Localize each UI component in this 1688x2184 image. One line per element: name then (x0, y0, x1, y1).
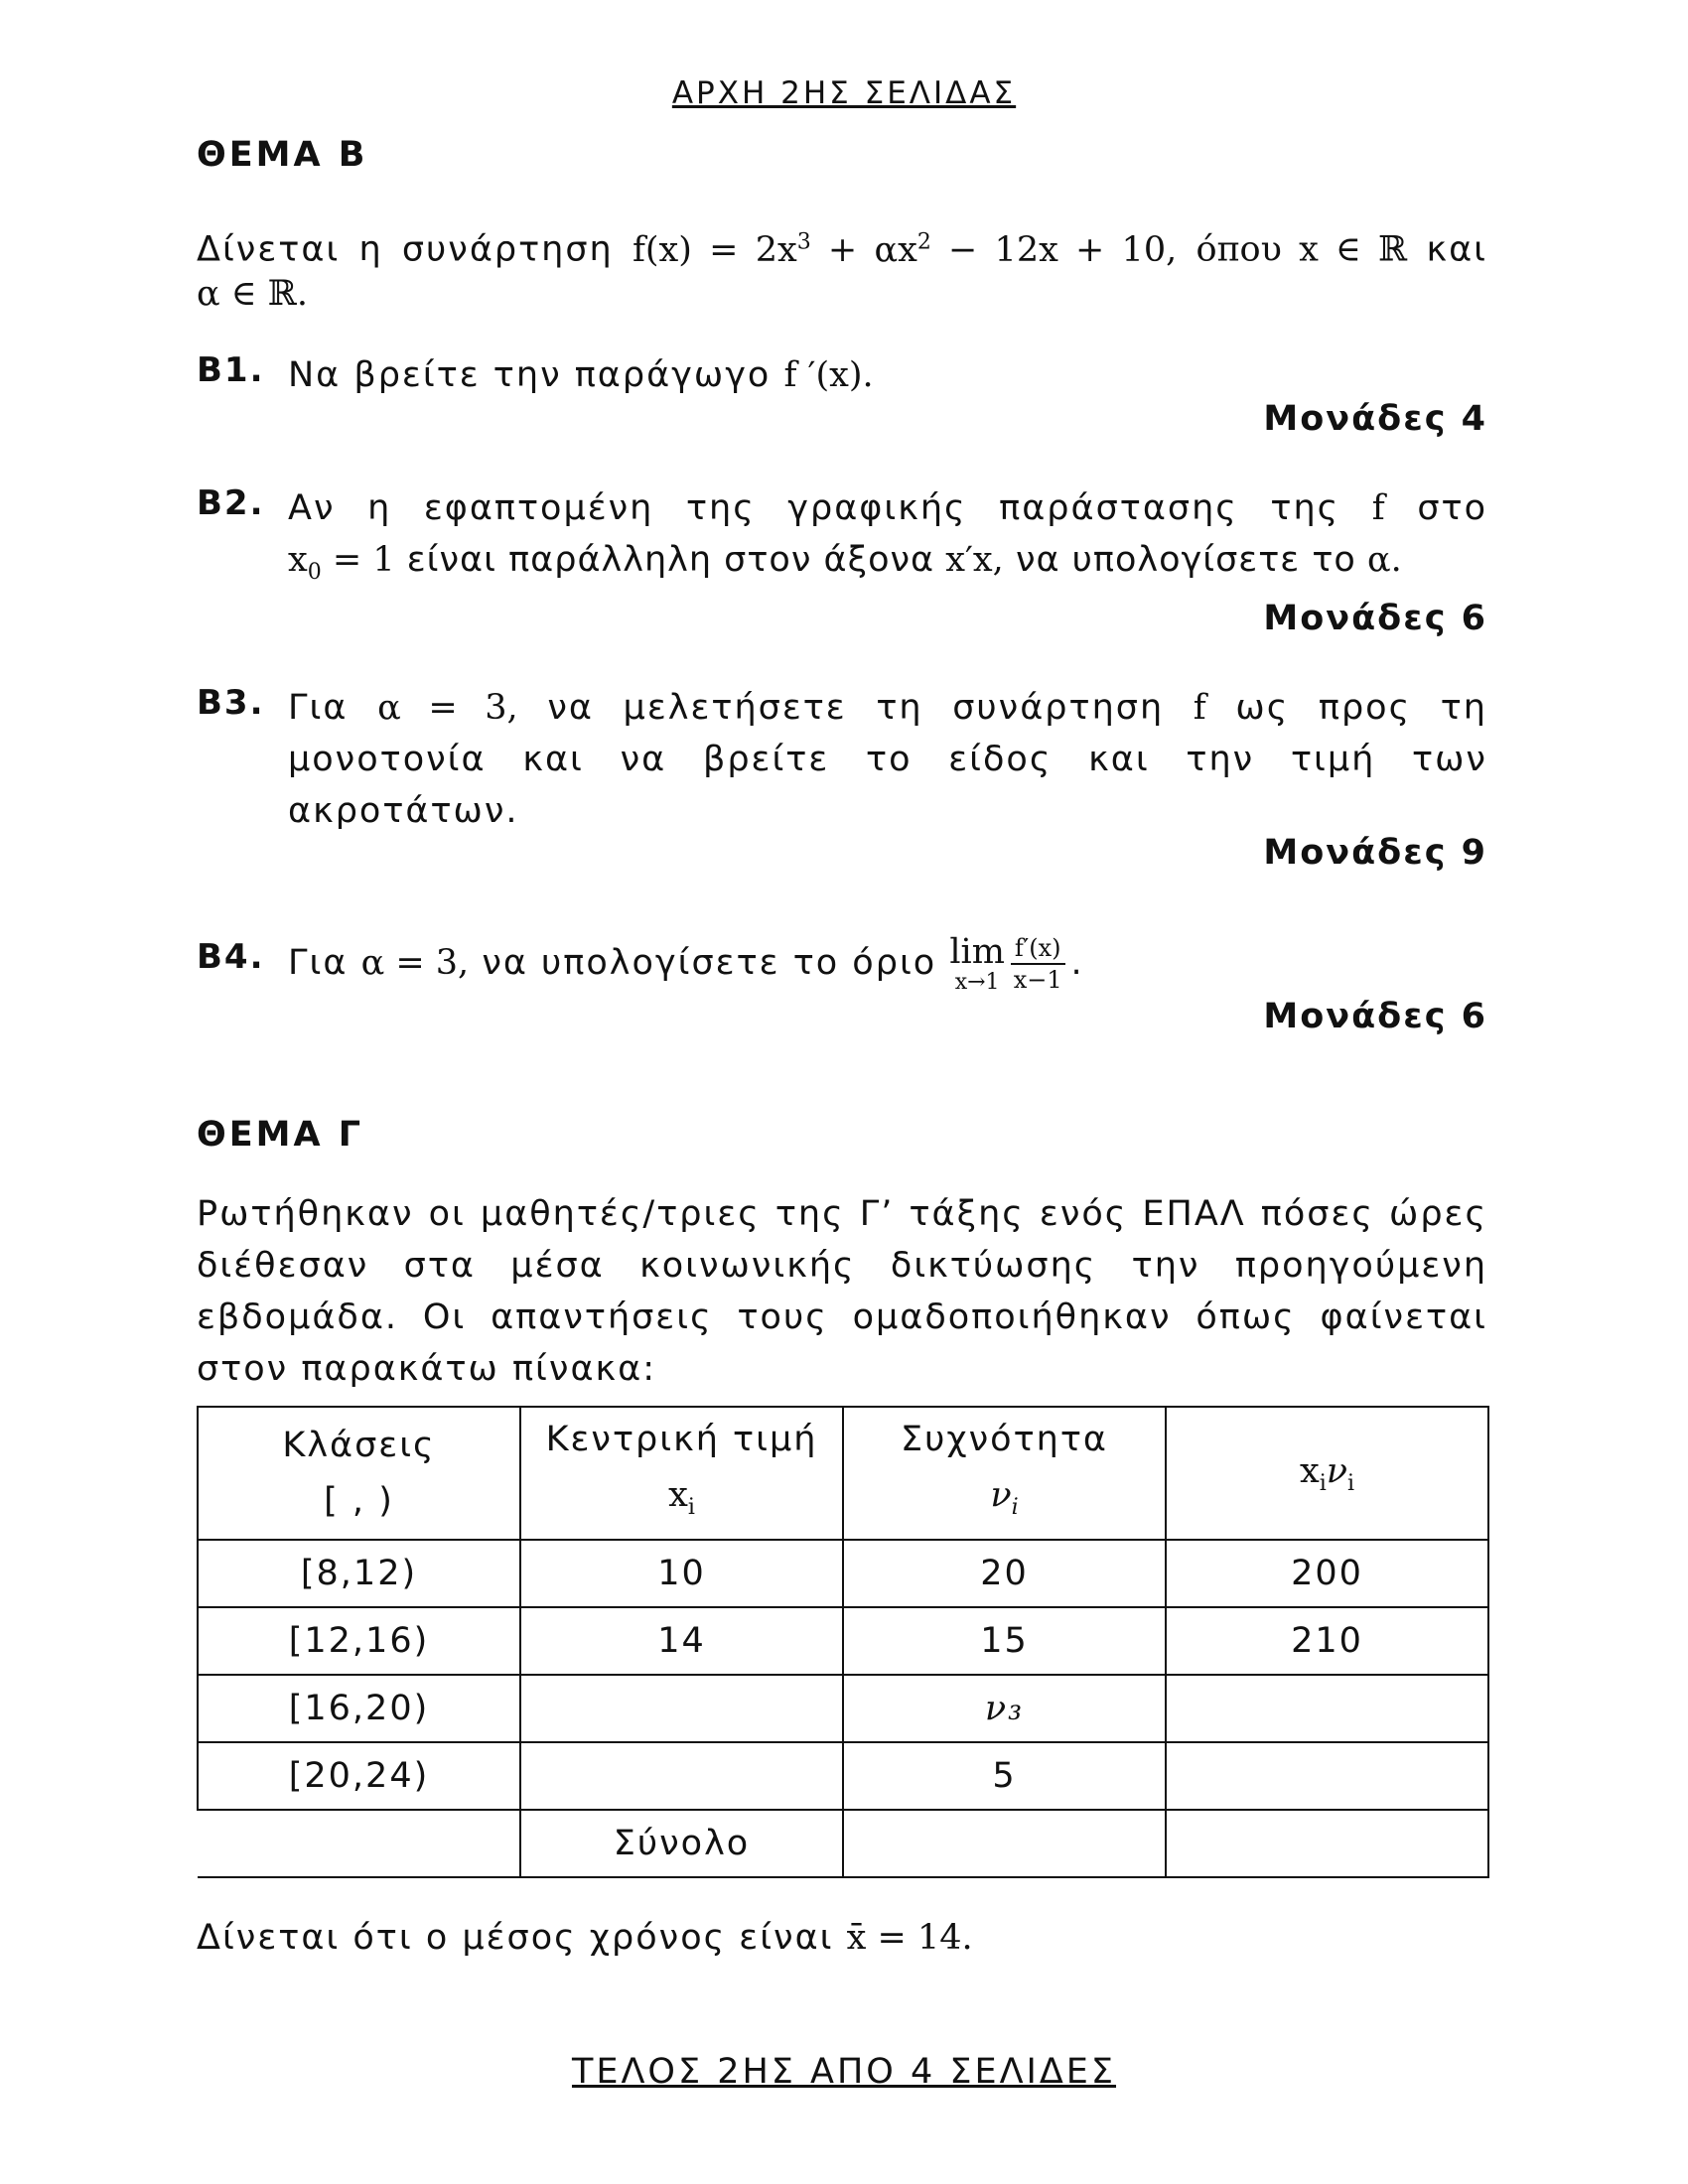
cell-frequency: 20 (843, 1540, 1166, 1607)
cell-class: [12,16) (198, 1607, 520, 1675)
item-b1-marks: Μονάδες 4 (1263, 399, 1487, 439)
theme-c-paragraph: Ρωτήθηκαν οι μαθητές/τριες της Γ’ τάξης ενός ΕΠΑΛ πόσες ώρες διέθεσαν στα μέσα κοινωνικής δικτύωσης την προηγούμενη εβδομάδα. Οι απαντήσεις τους ομαδοποιήθηκαν όπως φαίνεται (197, 1194, 1487, 1337)
item-b3-label: Β3. (197, 683, 265, 723)
item-b2-marks: Μονάδες 6 (1263, 599, 1487, 638)
item-b4-label: Β4. (197, 937, 265, 977)
cell-frequency: ν₃ (843, 1675, 1166, 1742)
limit-operator: lim x→1 (949, 932, 1005, 995)
theme-b-title: ΘΕΜΑ Β (197, 135, 368, 175)
theme-b-intro-line2: α ∈ ℝ. (197, 274, 309, 314)
cell-central: 14 (520, 1607, 843, 1675)
page-header: ΑΡΧΗ 2ΗΣ ΣΕΛΙΔΑΣ (671, 75, 1017, 111)
item-b4-marks: Μονάδες 6 (1263, 997, 1487, 1036)
item-b2-line2: $x_0 = 1$ είναι παράλληλη στον άξονα x′x, να υπολογίσετε το α. (288, 540, 1402, 585)
page-footer: ΤΕΛΟΣ 2ΗΣ ΑΠΟ 4 ΣΕΛΙΔΕΣ (571, 2052, 1117, 2092)
item-b3-marks: Μονάδες 9 (1263, 833, 1487, 873)
header-central-value: Κεντρική τιμή $x_i$ (520, 1407, 843, 1540)
header-product: $x_i\nu_i$ (1166, 1407, 1488, 1540)
item-b1-text: Να βρείτε την παράγωγο f ′(x). (288, 355, 874, 395)
cell-total-product (1166, 1810, 1488, 1877)
item-b2-label: Β2. (197, 483, 265, 523)
header-classes: Κλάσεις [ , ) (198, 1407, 520, 1540)
theme-b-intro-line1 (197, 216, 1487, 276)
table-row (198, 1607, 1488, 1675)
item-b1-label: Β1. (197, 350, 265, 390)
cell-total-label: Σύνολο (520, 1810, 843, 1877)
item-b4-text: Για α = 3, να υπολογίσετε το όριο lim x→1 $\frac{f'(x)}{x-1}$ . (288, 932, 1084, 995)
intro-prefix: Δίνεται η συνάρτηση (197, 229, 614, 270)
cell-central (520, 1742, 843, 1810)
cell-frequency: 15 (843, 1607, 1166, 1675)
table-header-row (198, 1407, 1488, 1540)
header-frequency: Συχνότητα $\nu_i$ (843, 1407, 1166, 1540)
cell-central: 10 (520, 1540, 843, 1607)
intro-where: όπου x ∈ ℝ (1196, 229, 1408, 270)
cell-central (520, 1675, 843, 1742)
theme-c-paragraph-last: στον παρακάτω πίνακα: (197, 1349, 657, 1389)
cell-class: [8,12) (198, 1540, 520, 1607)
intro-and: και (1426, 229, 1487, 270)
intro-function: $f(x) = 2x^3 + \alpha x^2 - 12x + 10$, (632, 229, 1178, 270)
cell-frequency: 5 (843, 1742, 1166, 1810)
table-row (198, 1742, 1488, 1810)
cell-class: [16,20) (198, 1675, 520, 1742)
cell-empty (198, 1810, 520, 1877)
cell-product (1166, 1675, 1488, 1742)
cell-product (1166, 1742, 1488, 1810)
item-b2-line1: Αν η εφαπτομένη της γραφικής παράστασης της f στο (288, 488, 1487, 528)
cell-total-frequency (843, 1810, 1166, 1877)
closing-line: Δίνεται ότι ο μέσος χρόνος είναι x̄ = 14. (197, 1918, 973, 1958)
cell-product: 210 (1166, 1607, 1488, 1675)
item-b3-line1: Για α = 3, να μελετήσετε τη συνάρτηση f ως προς τη (288, 688, 1487, 728)
theme-c-title: ΘΕΜΑ Γ (197, 1115, 364, 1155)
cell-class: [20,24) (198, 1742, 520, 1810)
limit-fraction: $\frac{f'(x)}{x-1}$ (1011, 933, 1065, 995)
table-row (198, 1675, 1488, 1742)
table-row (198, 1540, 1488, 1607)
item-b3-line2: μονοτονία και να βρείτε το είδος και την τιμή των (288, 740, 1487, 779)
table-total-row (198, 1810, 1488, 1877)
frequency-table (197, 1406, 1489, 1878)
item-b3-line3: ακροτάτων. (288, 791, 519, 831)
cell-product: 200 (1166, 1540, 1488, 1607)
